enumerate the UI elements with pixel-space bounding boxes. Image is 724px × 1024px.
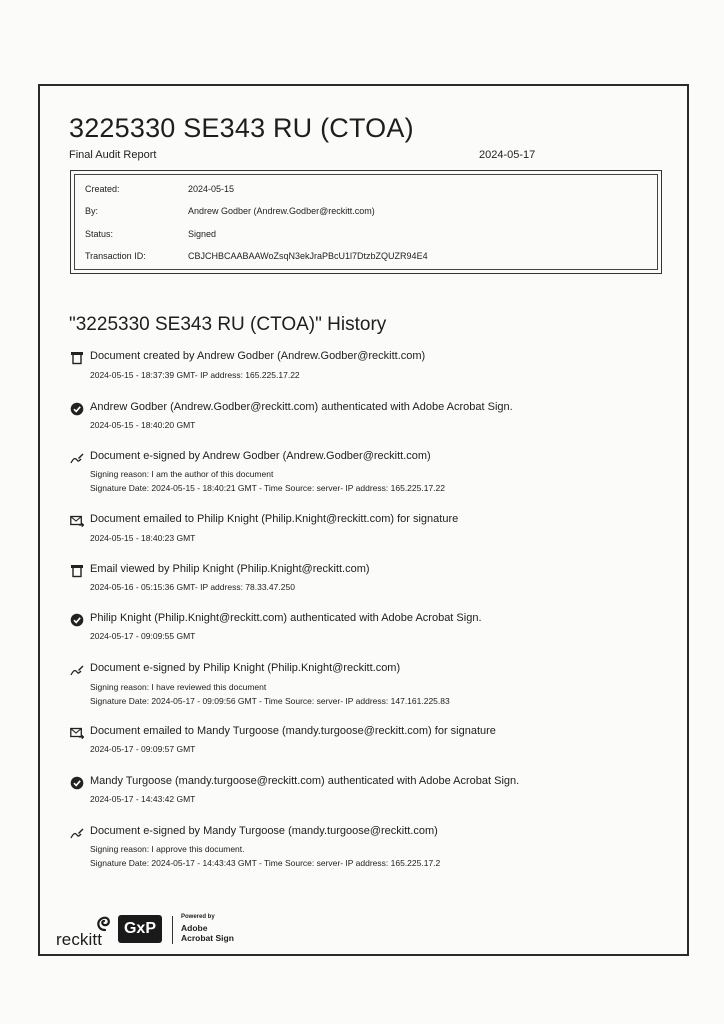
event-detail: 2024-05-15 - 18:40:23 GMT [90, 533, 196, 543]
authenticated-check-icon [70, 776, 84, 790]
adobe-logo-line1: Adobe [181, 923, 208, 933]
info-label: Created: [85, 184, 120, 194]
reckitt-logo: reckitt [56, 930, 103, 949]
footer-logos [56, 910, 256, 950]
email-viewed-icon [70, 564, 84, 578]
email-sent-icon [70, 514, 84, 528]
event-detail: Signature Date: 2024-05-17 - 14:43:43 GMT - Time Source: server- IP address: 165.225.17.2 [90, 858, 441, 868]
event-detail: 2024-05-17 - 09:09:57 GMT [90, 744, 196, 754]
event-text: Mandy Turgoose (mandy.turgoose@reckitt.com) authenticated with Adobe Acrobat Sign. [90, 775, 520, 787]
info-value: CBJCHBCAABAAWoZsqN3ekJraPBcU1l7DtzbZQUZR94E4 [188, 251, 428, 261]
authenticated-check-icon [70, 402, 84, 416]
event-text: Document e-signed by Philip Knight (Philip.Knight@reckitt.com) [90, 662, 401, 674]
e-signed-pen-icon [70, 451, 84, 465]
event-detail: Signature Date: 2024-05-15 - 18:40:21 GMT - Time Source: server- IP address: 165.225.17.22 [90, 483, 445, 493]
event-text: Philip Knight (Philip.Knight@reckitt.com) authenticated with Adobe Acrobat Sign. [90, 612, 482, 624]
info-row-created [75, 184, 657, 198]
report-subtitle: Final Audit Report [69, 149, 157, 161]
event-detail: Signing reason: I approve this document. [90, 844, 245, 854]
event-text: Email viewed by Philip Knight (Philip.Knight@reckitt.com) [90, 563, 370, 575]
info-row-status [75, 229, 657, 243]
event-text: Andrew Godber (Andrew.Godber@reckitt.com) authenticated with Adobe Acrobat Sign. [90, 401, 513, 413]
gxp-badge: GxP [118, 915, 162, 943]
report-date: 2024-05-17 [479, 149, 536, 161]
event-text: Document emailed to Philip Knight (Philip.Knight@reckitt.com) for signature [90, 513, 459, 525]
email-sent-icon [70, 726, 84, 740]
event-text: Document emailed to Mandy Turgoose (mandy.turgoose@reckitt.com) for signature [90, 725, 496, 737]
info-value: Andrew Godber (Andrew.Godber@reckitt.com) [188, 206, 375, 216]
info-label: By: [85, 206, 99, 216]
event-text: Document e-signed by Andrew Godber (Andrew.Godber@reckitt.com) [90, 450, 431, 462]
event-text: Document e-signed by Mandy Turgoose (mandy.turgoose@reckitt.com) [90, 825, 438, 837]
adobe-logo-line2: Acrobat Sign [181, 933, 234, 943]
document-created-icon [70, 351, 84, 365]
info-row-by [75, 206, 657, 220]
event-detail: 2024-05-16 - 05:15:36 GMT- IP address: 78.33.47.250 [90, 582, 295, 592]
event-detail: Signature Date: 2024-05-17 - 09:09:56 GMT - Time Source: server- IP address: 147.161.225.83 [90, 696, 450, 706]
event-detail: Signing reason: I have reviewed this document [90, 682, 267, 692]
authenticated-check-icon [70, 613, 84, 627]
powered-by-label: Powered by [181, 914, 215, 920]
info-label: Status: [85, 229, 114, 239]
e-signed-pen-icon [70, 826, 84, 840]
event-detail: 2024-05-15 - 18:40:20 GMT [90, 420, 196, 430]
transaction-info-box [70, 170, 662, 274]
event-detail: 2024-05-15 - 18:37:39 GMT- IP address: 165.225.17.22 [90, 370, 300, 380]
e-signed-pen-icon [70, 663, 84, 677]
info-row-transaction-id [75, 251, 657, 265]
event-detail: 2024-05-17 - 09:09:55 GMT [90, 631, 196, 641]
info-label: Transaction ID: [85, 251, 146, 261]
info-value: Signed [188, 229, 217, 239]
event-text: Document created by Andrew Godber (Andrew.Godber@reckitt.com) [90, 350, 426, 362]
info-value: 2024-05-15 [188, 184, 235, 194]
history-title: "3225330 SE343 RU (CTOA)" History [69, 314, 387, 335]
event-detail: Signing reason: I am the author of this document [90, 469, 274, 479]
page-title: 3225330 SE343 RU (CTOA) [69, 113, 414, 143]
reckitt-swirl-icon [92, 911, 118, 933]
logo-divider [172, 916, 173, 944]
event-detail: 2024-05-17 - 14:43:42 GMT [90, 794, 196, 804]
transaction-info-inner [74, 174, 658, 270]
